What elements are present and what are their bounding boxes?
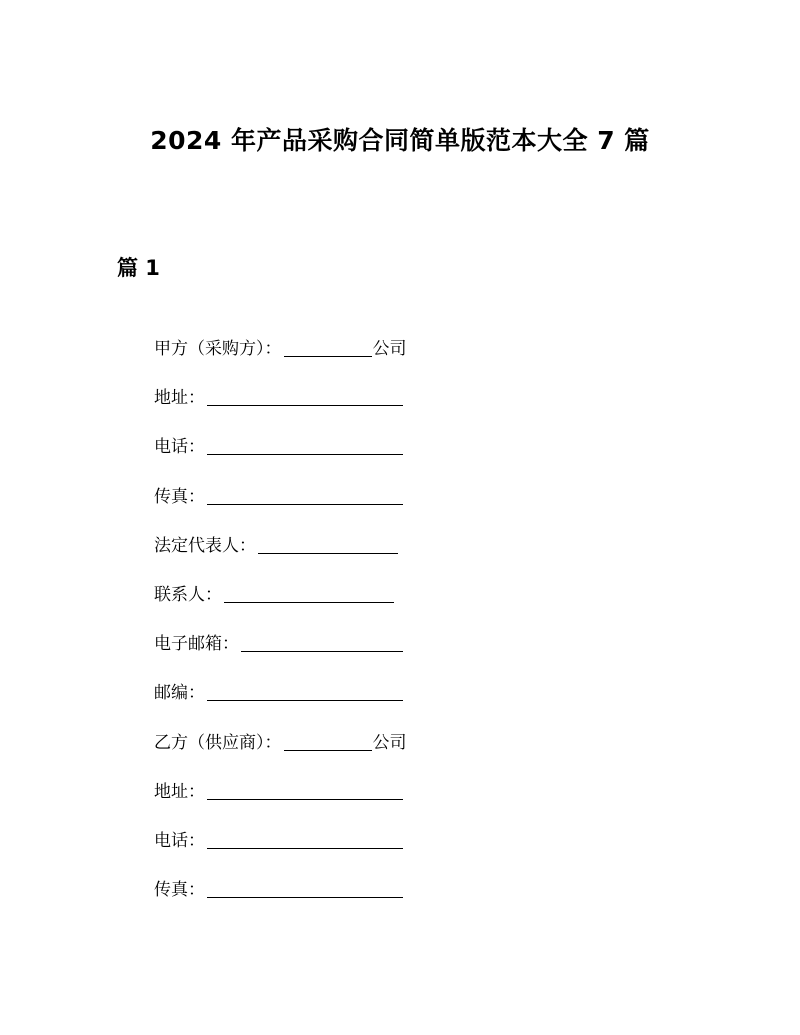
- field-label: 电话：: [154, 830, 205, 851]
- fill-in-blank: [284, 336, 372, 357]
- field-buyer-email: [154, 631, 714, 680]
- field-label: 邮编：: [154, 683, 205, 704]
- fill-in-blank: [207, 877, 403, 898]
- fill-in-blank: [284, 730, 372, 751]
- field-label: 地址：: [154, 781, 205, 802]
- document-title: 2024 年产品采购合同简单版范本大全 7 篇: [150, 126, 650, 155]
- field-buyer-name: [154, 336, 714, 385]
- field-supplier-address: [154, 779, 714, 828]
- fill-in-blank: [207, 385, 403, 406]
- field-label: 电话：: [154, 437, 205, 458]
- fill-in-blank: [241, 631, 403, 652]
- field-suffix: 公司: [372, 339, 407, 359]
- field-label: 甲方（采购方）：: [154, 339, 282, 359]
- fill-in-blank: [258, 533, 398, 554]
- fill-in-blank: [207, 484, 403, 505]
- fill-in-blank: [207, 779, 403, 800]
- field-suffix: 公司: [372, 732, 407, 753]
- field-buyer-fax: [154, 484, 714, 533]
- field-buyer-phone: [154, 434, 714, 483]
- field-buyer-address: [154, 385, 714, 434]
- field-label: 乙方（供应商）：: [154, 732, 282, 753]
- fill-in-blank: [207, 680, 403, 701]
- field-label: 传真：: [154, 880, 205, 901]
- field-label: 法定代表人：: [154, 535, 256, 556]
- field-label: 电子邮箱：: [154, 634, 239, 655]
- contract-fields: [154, 336, 714, 926]
- field-label: 传真：: [154, 486, 205, 507]
- field-label: 联系人：: [154, 584, 222, 605]
- field-buyer-contact: [154, 582, 714, 631]
- field-buyer-postcode: [154, 680, 714, 729]
- field-supplier-fax: [154, 877, 714, 926]
- field-supplier-phone: [154, 828, 714, 877]
- fill-in-blank: [207, 434, 403, 455]
- field-supplier-name: [154, 730, 714, 779]
- fill-in-blank: [207, 828, 403, 849]
- field-buyer-legal-rep: [154, 533, 714, 582]
- field-label: 地址：: [154, 388, 205, 409]
- section-heading: 篇 1: [117, 256, 160, 280]
- fill-in-blank: [224, 582, 394, 603]
